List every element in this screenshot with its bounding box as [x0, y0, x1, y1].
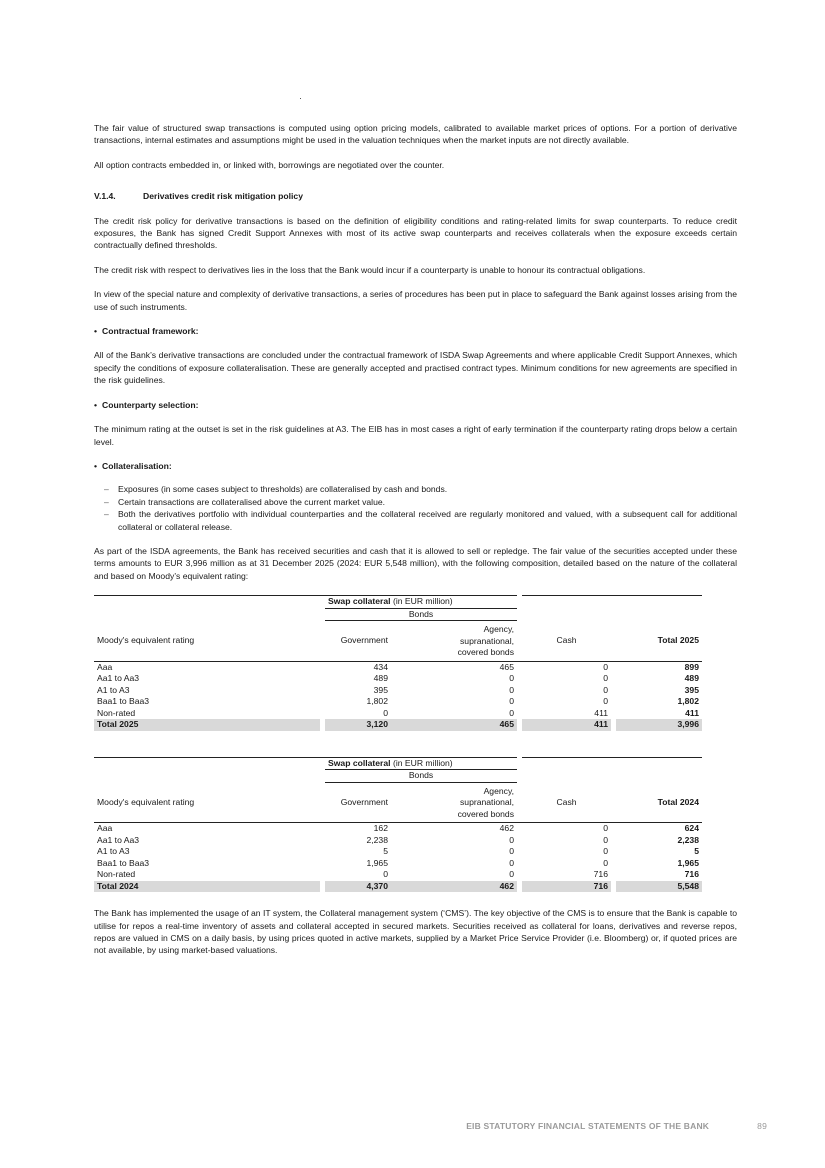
footer-title: EIB STATUTORY FINANCIAL STATEMENTS OF THE BANK: [466, 1121, 710, 1131]
intro-paragraph-2: All option contracts embedded in, or linked with, borrowings are negotiated over the counter.: [94, 159, 445, 170]
section-heading: [94, 190, 737, 202]
list-item: – Certain transactions are collateralised above the current market value.: [94, 496, 737, 508]
stray-dot: [300, 98, 301, 99]
table-row: Aaa 434 465 0 899: [97, 661, 699, 672]
column-header-rating: Moody's equivalent rating: [94, 621, 320, 662]
column-header-total: Total 2025: [616, 621, 702, 662]
section-number: V.1.4.: [94, 191, 116, 202]
swap-collateral-table-2024: [94, 757, 702, 894]
list-item: – Exposures (in some cases subject to thresholds) are collateralised by cash and bonds.: [94, 483, 737, 495]
table-row: Non-rated 0 0 716 716: [97, 869, 699, 880]
table-caption: Swap collateral (in EUR million): [325, 757, 517, 771]
bullet-collateralisation: • Collateralisation:: [94, 460, 737, 472]
table-total-row: Total 2024 4,370 462 716 5,548: [94, 881, 702, 894]
intro-paragraph-1: The fair value of structured swap transactions is computed using option pricing models, calibrated to available market prices of options. For a portion of derivative transactions, internal estimates and assumptions might be used in the valuation techniques when the market inputs are not directly available.: [94, 123, 737, 146]
column-header-cash: Cash: [522, 783, 611, 824]
bonds-header: Bonds: [325, 770, 517, 783]
table-row: Baa1 to Baa3 1,965 0 0 1,965: [97, 857, 699, 868]
column-header-cash: Cash: [522, 621, 611, 662]
column-header-government: Government: [325, 621, 391, 662]
table-row: Aa1 to Aa3 2,238 0 0 2,238: [97, 834, 699, 845]
bullet-counterparty-selection: • Counterparty selection:: [94, 399, 737, 411]
table-row: Aa1 to Aa3 489 0 0 489: [97, 673, 699, 684]
page-number: 89: [757, 1121, 767, 1131]
table-row: Baa1 to Baa3 1,802 0 0 1,802: [97, 696, 699, 707]
section-paragraph-1: The credit risk policy for derivative transactions is based on the definition of eligibility conditions and rating-related limits for swap counterparts. To reduce credit exposures, the Bank has signed Credit Support Annexes with most of its active swap counterparts and receives collaterals when the exposure exceeds certain contractually defined thresholds.: [94, 215, 737, 251]
column-header-agency: Agency, supranational, covered bonds: [391, 783, 517, 824]
document-body: [94, 122, 737, 957]
collateralisation-list: [94, 483, 737, 533]
table-row: Non-rated 0 0 411 411: [97, 707, 699, 718]
section-paragraph-3: In view of the special nature and complexity of derivative transactions, a series of procedures has been put in place to safeguard the Bank against losses arising from the use of such instruments.: [94, 289, 737, 312]
column-header-government: Government: [325, 783, 391, 824]
table-row: A1 to A3 5 0 0 5: [97, 846, 699, 857]
section-paragraph-2: The credit risk with respect to derivatives lies in the loss that the Bank would incur if a counterparty is unable to honour its contractual obligations.: [94, 264, 646, 275]
page-footer: [466, 1121, 767, 1131]
column-header-agency: Agency, supranational, covered bonds: [391, 621, 517, 662]
section-paragraph-4: As part of the ISDA agreements, the Bank has received securities and cash that it is allowed to sell or repledge. The fair value of the securities accepted under these terms amounts to EUR 3,996 million as at 31 December 2025 (2024: EUR 5,548 million), with the following composition, detailed based on the nature of the collateral and based on Moody’s equivalent rating:: [94, 545, 737, 581]
table-row: A1 to A3 395 0 0 395: [97, 684, 699, 695]
bonds-header: Bonds: [325, 609, 517, 622]
swap-collateral-table-2025: [94, 595, 702, 732]
counterparty-selection-text: The minimum rating at the outset is set in the risk guidelines at A3. The EIB has in most cases a right of early termination if the counterparty rating drops below a certain level.: [94, 424, 737, 447]
column-header-rating: Moody's equivalent rating: [94, 783, 320, 824]
closing-paragraph: The Bank has implemented the usage of an IT system, the Collateral management system (‘CMS’). The key objective of the CMS is to ensure that the Bank is capable to utilise for repos a real-time inventory of assets and collateral accepted in secured markets. Securities received as collateral for loans, derivatives and reverse repos, repos are valued in CMS on a daily basis, by using prices quoted in active markets, supplied by a Market Price Service Provider (i.e. Bloomberg) or, if quoted prices are not available, by using market-based valuations.: [94, 908, 737, 956]
table-caption: Swap collateral (in EUR million): [325, 595, 517, 609]
table-row: Aaa 162 462 0 624: [97, 823, 699, 834]
table-total-row: Total 2025 3,120 465 411 3,996: [94, 719, 702, 732]
contractual-framework-text: All of the Bank’s derivative transactions are concluded under the contractual framework of ISDA Swap Agreements and where applicable Credit Support Annexes, which specify the conditions of exposure collateralisation. These are generally accepted and practised contract types. Minimum conditions for new agreements are specified in the risk guidelines.: [94, 350, 737, 386]
section-title: Derivatives credit risk mitigation policy: [143, 191, 303, 202]
bullet-contractual-framework: • Contractual framework:: [94, 325, 737, 337]
list-item: – Both the derivatives portfolio with individual counterparties and the collateral received are regularly monitored and valued, with a subsequent call for additional collateral or collateral release.: [94, 508, 737, 533]
column-header-total: Total 2024: [616, 783, 702, 824]
